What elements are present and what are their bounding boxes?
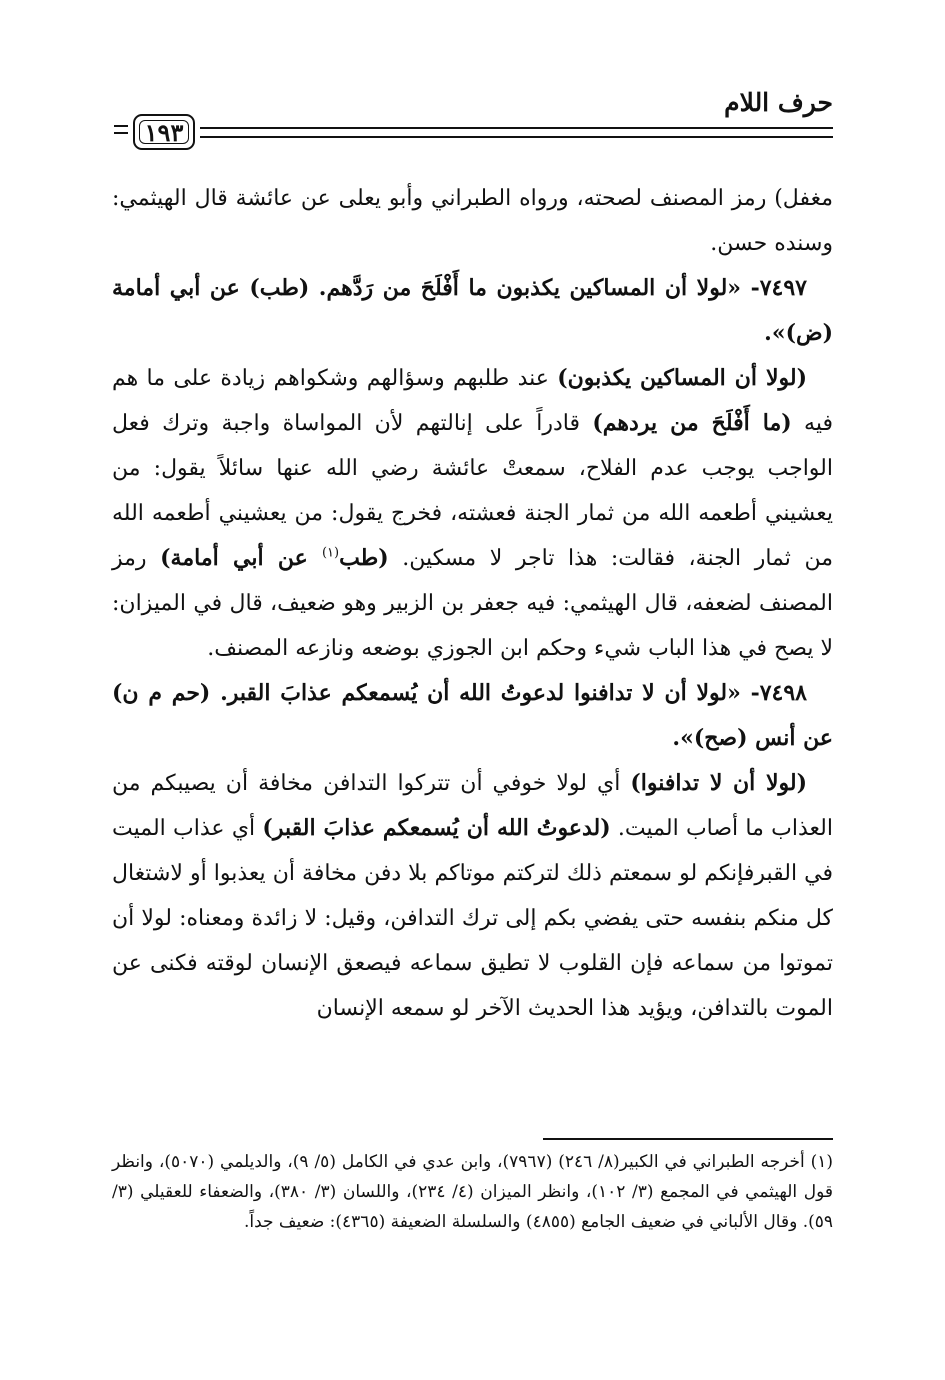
commentary-7498: (لولا أن لا تدافنوا) أي لولا خوفي أن تتركوا التدافن مخافة أن يصيبكم من العذاب ما أصاب الميت. (لدعوتُ الله أن يُسمعكم عذابَ القبر) أي عذاب الميت في القبرفإنكم لو سمعتم ذلك لتركتم موتاكم بلا دفن مخافة أن يعذبوا أو لاشتغال كل منكم بنفسه حتى يفضي بكم إلى ترك التدافن، وقيل: لا زائدة ومعناه: لولا أن تموتوا من سماعه فإن القلوب لا تطيق سماعه فيصعق الإنسان لوقته فكنى عن الموت بالتدافن، ويؤيد هذا الحديث الآخر لو سمعه الإنسان xyxy=(112,770,833,1021)
hadith-number: ٧٤٩٧- xyxy=(750,275,807,301)
commentary-7497: (لولا أن المساكين يكذبون) عند طلبهم وسؤالهم وشكواهم زيادة على ما هم فيه (ما أَفْلَحَ من يردهم) قادراً على إنالتهم لأن المواساة واجبة وترك فعل الواجب يوجب عدم الفلاح، سمعتْ عائشة رضي الله عنها سائلاً يقول: من يعشيني أطعمه الله من ثمار الجنة فعشته، فخرج يقول: من يعشيني أطعمه الله من ثمار الجنة، فقالت: هذا تاجر لا مسكين. (طب$^{(١)}$ عن أبي أمامة) رمز المصنف لضعفه، قال الهيثمي: فيه جعفر بن الزبير وهو ضعيف، قال في الميزان: لا يصح في هذا الباب شيء وحكم ابن الجوزي بوضعه ونازعه المصنف. xyxy=(112,365,834,661)
page-number-box xyxy=(133,114,195,150)
hadith-7498 xyxy=(112,671,833,761)
hadith-7497 xyxy=(112,266,833,356)
hadith-text: «لولا أن لا تدافنوا لدعوتُ الله أن يُسمعكم عذابَ القبر. (حم م ن) عن أنس (صح)». xyxy=(112,680,833,751)
footnote-separator xyxy=(543,1138,833,1140)
hadith-number: ٧٤٩٨- xyxy=(750,680,807,706)
main-text xyxy=(112,176,833,1031)
paragraph-continuation: مغفل) رمز المصنف لصحته، ورواه الطبراني وأبو يعلى عن عائشة قال الهيثمي: وسنده حسن. xyxy=(112,186,833,256)
header-rule-bottom xyxy=(200,136,833,138)
footnote-1: (١) أخرجه الطبراني في الكبير(٨/ ٢٤٦) (٧٩٦٧)، وابن عدي في الكامل (٥/ ٩)، والديلمي (٥٠٧٠)، وانظر قول الهيثمي في المجمع (٣/ ١٠٢)، وانظر الميزان (٤/ ٢٣٤)، واللسان (٣/ ٣٨٠)، والضعفاء للعقيلي (٣/ ٥٩). وقال الألباني في ضعيف الجامع (٤٨٥٥) والسلسلة الضعيفة (٤٣٦٥): ضعيف جداً. xyxy=(112,1152,834,1232)
running-header-title: حرف اللام xyxy=(724,88,833,117)
header-rule-top xyxy=(200,127,833,129)
footnote xyxy=(112,1147,833,1237)
hadith-text: «لولا أن المساكين يكذبون ما أَفْلَحَ من رَدَّهم. (طب) عن أبي أمامة (ض)». xyxy=(112,275,833,346)
footnote-marker: (١) xyxy=(321,545,340,561)
page-number: ١٩٣ xyxy=(144,117,184,147)
header-rule-end-mark xyxy=(114,125,128,139)
